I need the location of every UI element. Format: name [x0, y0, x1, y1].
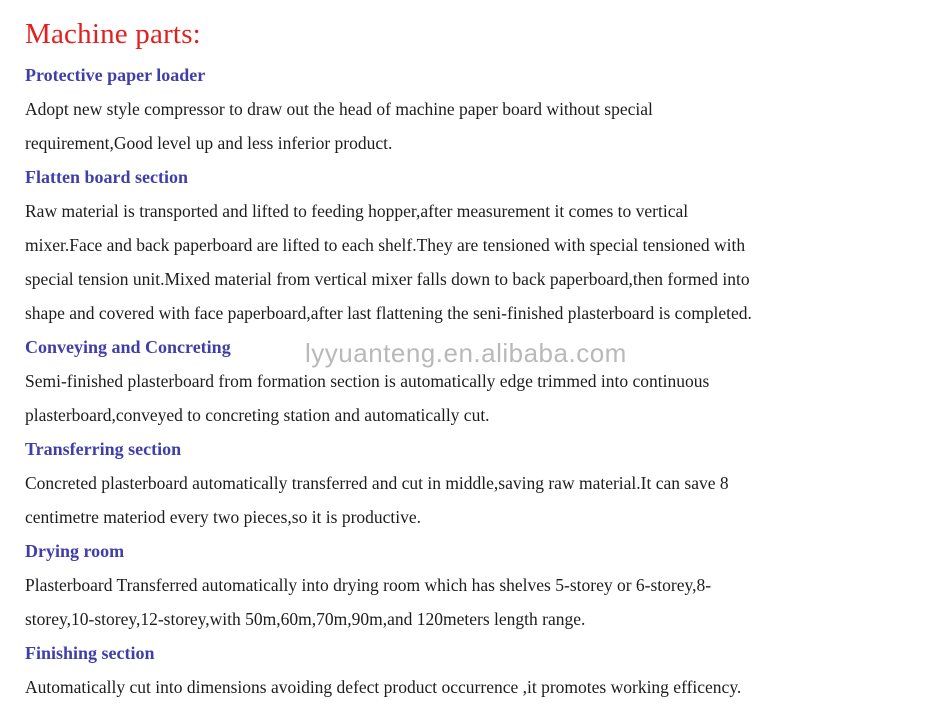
- body-line: storey,10-storey,12-storey,with 50m,60m,70m,90m,and 120meters length range.: [25, 609, 586, 629]
- section: [25, 58, 909, 160]
- body-line: requirement,Good level up and less inferior product.: [25, 133, 393, 153]
- body-line: Semi-finished plasterboard from formation section is automatically edge trimmed into continuous: [25, 371, 710, 391]
- section: [25, 160, 909, 330]
- section-heading: Transferring section: [25, 439, 182, 459]
- section-heading: Drying room: [25, 541, 125, 561]
- section: [25, 534, 909, 636]
- body-line: Plasterboard Transferred automatically into drying room which has shelves 5-storey or 6-storey,8-: [25, 575, 712, 595]
- body-line: centimetre materiod every two pieces,so it is productive.: [25, 507, 422, 527]
- section: [25, 432, 909, 534]
- section-heading: Conveying and Concreting: [25, 337, 231, 357]
- section-heading: Protective paper loader: [25, 65, 206, 85]
- section-heading: Flatten board section: [25, 167, 188, 187]
- watermark: lyyuanteng.en.alibaba.com: [305, 338, 627, 368]
- section-heading: Finishing section: [25, 643, 155, 663]
- body-line: special tension unit.Mixed material from vertical mixer falls down to back paperboard,then formed into: [25, 269, 750, 289]
- sections-container: [25, 58, 909, 704]
- body-line: mixer.Face and back paperboard are lifted to each shelf.They are tensioned with special tensioned with: [25, 235, 746, 255]
- body-line: Automatically cut into dimensions avoiding defect product occurrence ,it promotes working efficency.: [25, 677, 742, 697]
- body-line: plasterboard,conveyed to concreting station and automatically cut.: [25, 405, 490, 425]
- body-line: Concreted plasterboard automatically transferred and cut in middle,saving raw material.It can save 8: [25, 473, 729, 493]
- body-line: shape and covered with face paperboard,after last flattening the seni-finished plasterboard is completed.: [25, 303, 752, 323]
- body-line: Raw material is transported and lifted to feeding hopper,after measurement it comes to vertical: [25, 201, 689, 221]
- body-line: Adopt new style compressor to draw out the head of machine paper board without special: [25, 99, 653, 119]
- section: [25, 330, 909, 432]
- section: [25, 636, 909, 704]
- page-title: Machine parts:: [25, 18, 201, 50]
